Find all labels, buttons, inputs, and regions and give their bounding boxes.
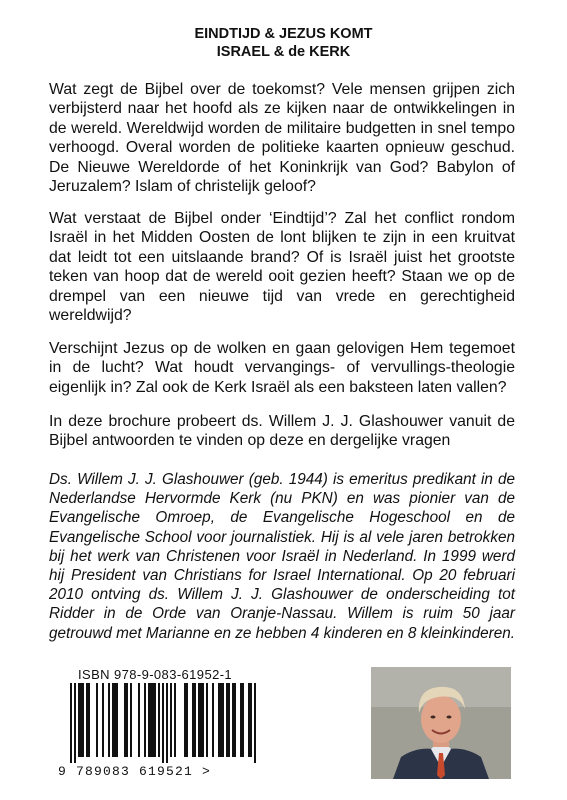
barcode-bar bbox=[130, 683, 132, 757]
barcode-bar bbox=[166, 683, 168, 763]
barcode-bar bbox=[70, 683, 72, 763]
book-title: EINDTIJD & JEZUS KOMT bbox=[194, 26, 373, 42]
barcode-bar bbox=[250, 683, 252, 757]
author-portrait-icon bbox=[371, 667, 511, 779]
barcode-bar bbox=[198, 683, 200, 757]
barcode-bar bbox=[108, 683, 110, 757]
author-bio: Ds. Willem J. J. Glashouwer (geb. 1944) is emeritus predikant in de Nederlandse Hervormde Kerk (nu PKN) en was pionier van de Evangelische Omroep, de Evangelische Hogeschool en de Evangelische School voor journalistiek. Hij is al vele jaren betrokken bij het werk van Christenen voor Israël in Nederland. In 1999 werd hij President van Christians for Israel International. Op 20 februari 2010 ontving ds. Willem J. J. Glashouwer de onderscheiding tot Ridder in de Orde van Oranje-Nassau. Willem is ruim 50 jaar getrouwd met Marianne en ze hebben 4 kinderen en 8 kleinkinderen. bbox=[49, 471, 516, 642]
barcode-bar bbox=[200, 683, 202, 757]
barcode-bar bbox=[226, 683, 228, 757]
barcode-bar bbox=[212, 683, 214, 757]
barcode-bar bbox=[234, 683, 236, 757]
barcode-bar bbox=[78, 683, 80, 757]
barcode-bar bbox=[114, 683, 116, 757]
book-subtitle: ISRAEL & de KERK bbox=[216, 44, 351, 60]
barcode-bar bbox=[162, 683, 164, 763]
barcode-bar bbox=[124, 683, 126, 757]
barcode-bar bbox=[240, 683, 242, 757]
barcode-bar bbox=[96, 683, 98, 757]
barcode-bar bbox=[254, 683, 256, 763]
paragraph-3: Verschijnt Jezus op de wolken en gaan gelovigen Hem tegemoet in de lucht? Wat houdt vervangings- of vervullings-theologie eigenlijk in? Zal ook de Kerk Israël als een baksteen laten vallen? bbox=[49, 340, 515, 396]
barcode-bar bbox=[116, 683, 118, 757]
barcode-digits: 9 789083 619521 > bbox=[58, 764, 212, 779]
barcode-bar bbox=[82, 683, 84, 757]
barcode-bar bbox=[102, 683, 104, 757]
paragraph-2: Wat verstaat de Bijbel onder ‘Eindtijd’? Zal het conflict rondom Israël in het Midden Oosten de lont blijken te zijn in een kruitvat dat leidt tot een uitslaande brand? Of is Israël juist het grootste teken van hoop dat de wereld ooit gezien heeft? Staan we op de drempel van een nieuwe tijd van vrede en gerechtigheid wereldwijd? bbox=[49, 210, 515, 325]
barcode-bar bbox=[86, 683, 88, 757]
barcode-icon bbox=[58, 683, 258, 763]
barcode-bar bbox=[218, 683, 220, 757]
paragraph-1: Wat zegt de Bijbel over de toekomst? Vele mensen grijpen zich verbijsterd naar het hoofd als ze kijken naar de ontwikkelingen in de wereld. Wereldwijd worden de militaire budgetten in snel tempo verhoogd. Overal worden de politieke kaarten opnieuw geschud. De Nieuwe Wereldorde of het Koninkrijk van God? Babylon of Jeruzalem? Islam of christelijk geloof? bbox=[49, 81, 515, 196]
barcode-bar bbox=[112, 683, 114, 757]
barcode-bar bbox=[174, 683, 176, 757]
barcode-bar bbox=[194, 683, 196, 757]
barcode-bar bbox=[144, 683, 146, 757]
barcode-bar bbox=[154, 683, 156, 757]
barcode-bar bbox=[192, 683, 194, 757]
barcode-bar bbox=[232, 683, 234, 757]
barcode-bar bbox=[184, 683, 186, 757]
barcode-bar bbox=[80, 683, 82, 757]
barcode-bar bbox=[242, 683, 244, 757]
barcode-bar bbox=[248, 683, 250, 757]
barcode-bar bbox=[158, 683, 160, 757]
barcode-bar bbox=[88, 683, 90, 757]
paragraph-4: In deze brochure probeert ds. Willem J. J. Glashouwer vanuit de Bijbel antwoorden te vinden op deze en dergelijke vragen bbox=[49, 413, 515, 450]
barcode-bar bbox=[228, 683, 230, 757]
barcode-bar bbox=[206, 683, 208, 757]
barcode-bar bbox=[220, 683, 222, 757]
barcode-bar bbox=[152, 683, 154, 757]
barcode-bar bbox=[126, 683, 128, 757]
barcode-bar bbox=[186, 683, 188, 757]
barcode-bar bbox=[138, 683, 140, 757]
barcode-bar bbox=[170, 683, 172, 757]
author-photo bbox=[371, 667, 511, 779]
barcode-bar bbox=[150, 683, 152, 757]
barcode-bar bbox=[148, 683, 150, 757]
barcode-bar bbox=[74, 683, 76, 763]
isbn-label: ISBN 978-9-083-61952-1 bbox=[78, 667, 233, 682]
barcode-bar bbox=[202, 683, 204, 757]
barcode-bar bbox=[222, 683, 224, 757]
